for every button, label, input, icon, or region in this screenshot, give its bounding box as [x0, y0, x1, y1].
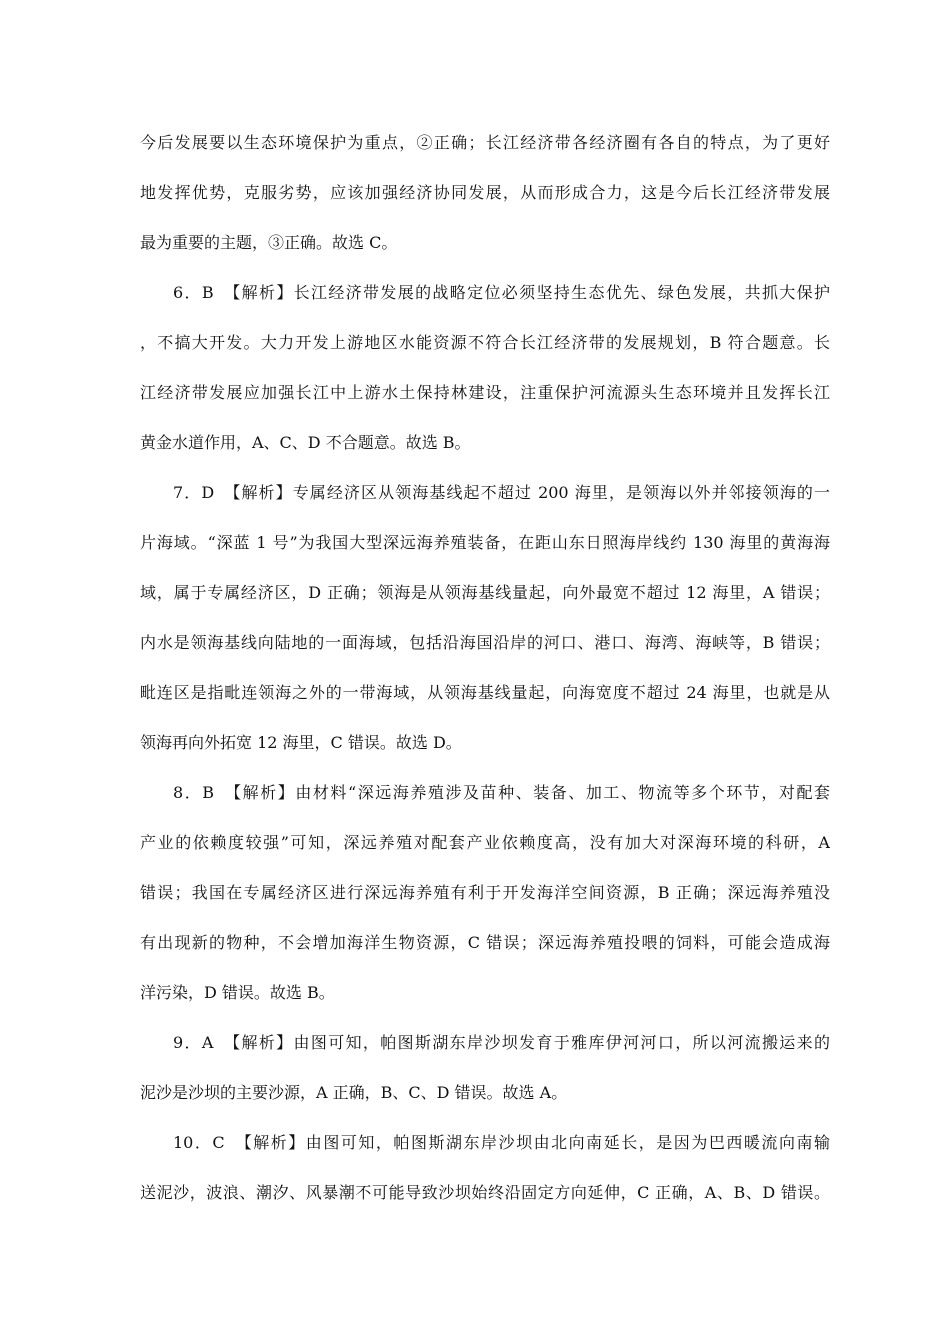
text-line: 错误；我国在专属经济区进行深远海养殖有利于开发海洋空间资源，B 正确；深远海养殖没 [140, 883, 830, 902]
text-line: 泥沙是沙坝的主要沙源，A 正确，B、C、D 错误。故选 A。 [140, 1083, 568, 1102]
text-line: 7．D 【解析】专属经济区从领海基线起不超过 200 海里，是领海以外并邻接领海的一 [173, 483, 830, 502]
text-line: 8．B 【解析】由材料“深远海养殖涉及苗种、装备、加工、物流等多个环节，对配套 [173, 783, 830, 802]
text-line: 领海再向外拓宽 12 海里，C 错误。故选 D。 [140, 733, 462, 752]
text-line: 毗连区是指毗连领海之外的一带海域，从领海基线量起，向海宽度不超过 24 海里，也就是从 [140, 683, 830, 702]
text-line: 9．A 【解析】由图可知，帕图斯湖东岸沙坝发育于雅库伊河河口，所以河流搬运来的 [173, 1033, 830, 1052]
paragraph-q6 [140, 268, 830, 468]
text-line: 有出现新的物种，不会增加海洋生物资源，C 错误；深远海养殖投喂的饲料，可能会造成海 [140, 933, 830, 952]
text-line: 产业的依赖度较强”可知，深远养殖对配套产业依赖度高，没有加大对深海环境的科研，A [140, 833, 830, 852]
text-line: 地发挥优势，克服劣势，应该加强经济协同发展，从而形成合力，这是今后长江经济带发展 [140, 183, 830, 202]
text-line: 6．B 【解析】长江经济带发展的战略定位必须坚持生态优先、绿色发展，共抓大保护 [173, 283, 830, 302]
answer-explanations [140, 118, 830, 1218]
paragraph-q7 [140, 468, 830, 768]
text-line: 最为重要的主题，③正确。故选 C。 [140, 233, 398, 252]
paragraph-q9 [140, 1018, 830, 1118]
text-line: 洋污染，D 错误。故选 B。 [140, 983, 335, 1002]
paragraph-q5-continued [140, 118, 830, 268]
text-line: 10．C 【解析】由图可知，帕图斯湖东岸沙坝由北向南延长，是因为巴西暖流向南输 [173, 1133, 830, 1152]
text-line: 送泥沙，波浪、潮汐、风暴潮不可能导致沙坝始终沿固定方向延伸，C 正确，A、B、D 错误。 [140, 1183, 830, 1202]
paragraph-q8 [140, 768, 830, 1018]
text-line: 江经济带发展应加强长江中上游水土保持林建设，注重保护河流源头生态环境并且发挥长江 [140, 383, 830, 402]
text-line: 内水是领海基线向陆地的一面海域，包括沿海国沿岸的河口、港口、海湾、海峡等，B 错误； [140, 633, 830, 652]
text-line: ，不搞大开发。大力开发上游地区水能资源不符合长江经济带的发展规划，B 符合题意。长 [140, 333, 830, 352]
text-line: 黄金水道作用，A、C、D 不合题意。故选 B。 [140, 433, 471, 452]
paragraph-q10 [140, 1118, 830, 1218]
text-line: 域，属于专属经济区，D 正确；领海是从领海基线量起，向外最宽不超过 12 海里，A 错误； [140, 583, 830, 602]
text-line: 今后发展要以生态环境保护为重点，②正确；长江经济带各经济圈有各自的特点，为了更好 [140, 133, 830, 152]
text-line: 片海域。“深蓝 1 号”为我国大型深远海养殖装备，在距山东日照海岸线约 130 海里的黄海海 [140, 533, 830, 552]
